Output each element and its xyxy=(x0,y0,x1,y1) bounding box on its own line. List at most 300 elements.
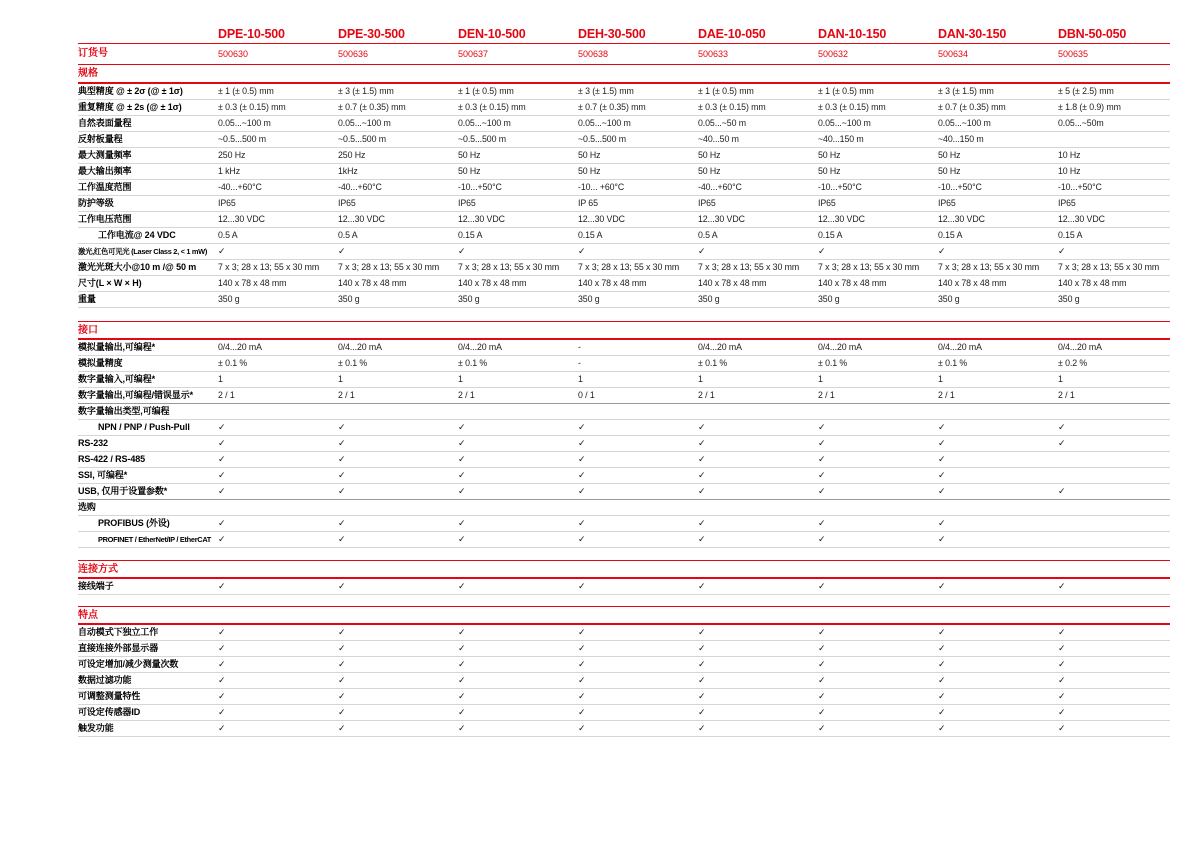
spec-row xyxy=(78,164,1170,180)
spec-section xyxy=(78,606,1170,737)
cell-value: IP65 xyxy=(938,198,956,208)
spec-row xyxy=(78,532,1170,548)
check-icon: ✓ xyxy=(338,627,346,637)
section-title: 连接方式 xyxy=(78,564,118,575)
spec-subsection-row xyxy=(78,500,1170,516)
spec-row xyxy=(78,100,1170,116)
cell-value: 10 Hz xyxy=(1058,150,1081,160)
check-icon: ✓ xyxy=(338,707,346,717)
cell-value: 0 / 1 xyxy=(578,390,595,400)
cell-value: 0.05...~50m xyxy=(1058,118,1104,128)
check-icon: ✓ xyxy=(938,659,946,669)
order-number: 500636 xyxy=(338,49,369,59)
cell-value: ± 0.3 (± 0.15) mm xyxy=(698,102,766,112)
spec-row xyxy=(78,244,1170,260)
check-icon: ✓ xyxy=(698,486,706,496)
product-name: DPE-30-500 xyxy=(338,27,405,41)
check-icon: ✓ xyxy=(338,534,346,544)
product-name: DAN-30-150 xyxy=(938,27,1007,41)
check-icon: ✓ xyxy=(458,246,466,256)
spec-row xyxy=(78,452,1170,468)
row-label: USB, 仅用于设置参数* xyxy=(78,486,168,496)
check-icon: ✓ xyxy=(818,627,826,637)
cell-value: ~40...50 m xyxy=(698,134,739,144)
cell-value: ± 0.2 % xyxy=(1058,358,1088,368)
section-header-row xyxy=(78,606,1170,625)
check-icon: ✓ xyxy=(458,454,466,464)
check-icon: ✓ xyxy=(458,691,466,701)
check-icon: ✓ xyxy=(698,534,706,544)
cell-value: 140 x 78 x 48 mm xyxy=(458,278,527,288)
cell-value: 0.15 A xyxy=(1058,230,1083,240)
cell-value: 10 Hz xyxy=(1058,166,1081,176)
check-icon: ✓ xyxy=(578,518,586,528)
check-icon: ✓ xyxy=(938,707,946,717)
spec-row xyxy=(78,196,1170,212)
row-label: 尺寸(L × W × H) xyxy=(78,278,142,288)
cell-value: ~0.5...500 m xyxy=(578,134,626,144)
cell-value: 140 x 78 x 48 mm xyxy=(578,278,647,288)
cell-value: ± 0.1 % xyxy=(338,358,368,368)
spec-row xyxy=(78,388,1170,404)
cell-value: -40...+60°C xyxy=(698,182,742,192)
check-icon: ✓ xyxy=(218,246,226,256)
row-label: 数据过滤功能 xyxy=(78,675,132,685)
spec-row xyxy=(78,132,1170,148)
cell-value: 0.15 A xyxy=(938,230,963,240)
order-number: 500634 xyxy=(938,49,969,59)
check-icon: ✓ xyxy=(218,518,226,528)
cell-value: 7 x 3; 28 x 13; 55 x 30 mm xyxy=(698,262,800,272)
row-label: 典型精度 @ ± 2σ (@ ± 1σ) xyxy=(78,86,183,96)
cell-value: 0.5 A xyxy=(338,230,358,240)
order-number-label: 订货号 xyxy=(78,48,108,59)
check-icon: ✓ xyxy=(938,534,946,544)
cell-value: 350 g xyxy=(698,294,720,304)
check-icon: ✓ xyxy=(1058,659,1066,669)
spec-row xyxy=(78,516,1170,532)
cell-value: 12...30 VDC xyxy=(818,214,865,224)
check-icon: ✓ xyxy=(938,422,946,432)
order-number: 500633 xyxy=(698,49,729,59)
cell-value: 0.05...~100 m xyxy=(818,118,871,128)
cell-value: 7 x 3; 28 x 13; 55 x 30 mm xyxy=(578,262,680,272)
check-icon: ✓ xyxy=(218,486,226,496)
spec-subsection-row xyxy=(78,404,1170,420)
check-icon: ✓ xyxy=(1058,581,1066,591)
row-label: 工作电压范围 xyxy=(78,214,132,224)
spec-row xyxy=(78,212,1170,228)
cell-value: 0/4...20 mA xyxy=(698,342,742,352)
cell-value: 1 xyxy=(338,374,343,384)
spec-row xyxy=(78,673,1170,689)
cell-value: ± 3 (± 1.5) mm xyxy=(578,86,634,96)
check-icon: ✓ xyxy=(938,454,946,464)
check-icon: ✓ xyxy=(578,659,586,669)
cell-value: ~40...150 m xyxy=(818,134,864,144)
row-label: 可设定传感器ID xyxy=(78,707,141,717)
row-label: 可设定增加/减少测量次数 xyxy=(78,659,179,669)
check-icon: ✓ xyxy=(818,675,826,685)
cell-value: 0.15 A xyxy=(818,230,843,240)
check-icon: ✓ xyxy=(458,627,466,637)
check-icon: ✓ xyxy=(578,454,586,464)
check-icon: ✓ xyxy=(1058,691,1066,701)
cell-value: 50 Hz xyxy=(938,150,961,160)
cell-value xyxy=(1058,532,1170,547)
cell-value: ± 0.7 (± 0.35) mm xyxy=(578,102,646,112)
cell-value xyxy=(1058,516,1170,531)
cell-value: 140 x 78 x 48 mm xyxy=(818,278,887,288)
check-icon: ✓ xyxy=(1058,723,1066,733)
order-number-row xyxy=(78,43,1170,65)
row-label: 工作温度范围 xyxy=(78,182,132,192)
check-icon: ✓ xyxy=(818,643,826,653)
order-number: 500637 xyxy=(458,49,489,59)
check-icon: ✓ xyxy=(818,518,826,528)
cell-value: ± 0.3 (± 0.15) mm xyxy=(458,102,526,112)
cell-value: ± 1 (± 0.5) mm xyxy=(458,86,514,96)
cell-value: ± 0.7 (± 0.35) mm xyxy=(338,102,406,112)
product-name: DEH-30-500 xyxy=(578,27,646,41)
cell-value: 0.15 A xyxy=(578,230,603,240)
row-label: 自然表面量程 xyxy=(78,118,132,128)
check-icon: ✓ xyxy=(338,438,346,448)
row-label: RS-422 / RS-485 xyxy=(78,454,146,464)
spec-row xyxy=(78,625,1170,641)
row-label: 模拟量精度 xyxy=(78,358,123,368)
cell-value xyxy=(1058,132,1170,147)
spec-row xyxy=(78,116,1170,132)
spec-row xyxy=(78,228,1170,244)
cell-value: ~0.5...500 m xyxy=(458,134,506,144)
cell-value: 12...30 VDC xyxy=(578,214,625,224)
cell-value: 12...30 VDC xyxy=(218,214,265,224)
cell-value: IP 65 xyxy=(578,198,598,208)
cell-value: 0.15 A xyxy=(458,230,483,240)
cell-value: -10...+50°C xyxy=(1058,182,1102,192)
check-icon: ✓ xyxy=(458,518,466,528)
cell-value: 12...30 VDC xyxy=(1058,214,1105,224)
check-icon: ✓ xyxy=(818,454,826,464)
check-icon: ✓ xyxy=(938,486,946,496)
cell-value: 50 Hz xyxy=(698,166,721,176)
cell-value: 1 xyxy=(458,374,463,384)
check-icon: ✓ xyxy=(578,581,586,591)
cell-value: 0.05...~100 m xyxy=(338,118,391,128)
check-icon: ✓ xyxy=(1058,643,1066,653)
check-icon: ✓ xyxy=(338,470,346,480)
cell-value: 140 x 78 x 48 mm xyxy=(698,278,767,288)
spec-row xyxy=(78,372,1170,388)
check-icon: ✓ xyxy=(458,534,466,544)
cell-value: 50 Hz xyxy=(458,150,481,160)
spec-row xyxy=(78,356,1170,372)
cell-value: 12...30 VDC xyxy=(698,214,745,224)
cell-value: 50 Hz xyxy=(578,166,601,176)
check-icon: ✓ xyxy=(338,691,346,701)
cell-value: 350 g xyxy=(578,294,600,304)
cell-value: 1 kHz xyxy=(218,166,240,176)
cell-value: 140 x 78 x 48 mm xyxy=(218,278,287,288)
spec-row xyxy=(78,340,1170,356)
check-icon: ✓ xyxy=(578,486,586,496)
cell-value: ± 3 (± 1.5) mm xyxy=(938,86,994,96)
spec-section xyxy=(78,321,1170,548)
cell-value: 1 xyxy=(1058,374,1063,384)
check-icon: ✓ xyxy=(698,581,706,591)
row-label: 可调整测量特性 xyxy=(78,691,141,701)
check-icon: ✓ xyxy=(218,707,226,717)
check-icon: ✓ xyxy=(218,723,226,733)
cell-value: 12...30 VDC xyxy=(338,214,385,224)
spec-row xyxy=(78,721,1170,737)
spec-row xyxy=(78,579,1170,595)
cell-value: 140 x 78 x 48 mm xyxy=(938,278,1007,288)
cell-value: ~0.5...500 m xyxy=(218,134,266,144)
row-label: 数字量输入,可编程* xyxy=(78,374,156,384)
check-icon: ✓ xyxy=(218,675,226,685)
cell-value: IP65 xyxy=(458,198,476,208)
cell-value: 0.05...~100 m xyxy=(218,118,271,128)
check-icon: ✓ xyxy=(218,643,226,653)
row-label: 直接连接外部显示器 xyxy=(78,643,159,653)
row-label: 数字量输出类型,可编程 xyxy=(78,406,170,416)
cell-value: 0/4...20 mA xyxy=(218,342,262,352)
check-icon: ✓ xyxy=(698,675,706,685)
check-icon: ✓ xyxy=(818,581,826,591)
cell-value: IP65 xyxy=(818,198,836,208)
cell-value: 0/4...20 mA xyxy=(818,342,862,352)
check-icon: ✓ xyxy=(458,486,466,496)
cell-value: 140 x 78 x 48 mm xyxy=(338,278,407,288)
cell-value: ~40...150 m xyxy=(938,134,984,144)
check-icon: ✓ xyxy=(938,581,946,591)
spec-row xyxy=(78,276,1170,292)
check-icon: ✓ xyxy=(578,422,586,432)
row-label: 模拟量输出,可编程* xyxy=(78,342,156,352)
check-icon: ✓ xyxy=(818,691,826,701)
cell-value: -10...+50°C xyxy=(938,182,982,192)
cell-value: 250 Hz xyxy=(338,150,366,160)
row-label: PROFINET / EtherNet/IP / EtherCAT xyxy=(98,535,212,544)
check-icon: ✓ xyxy=(698,659,706,669)
check-icon: ✓ xyxy=(338,454,346,464)
row-label: 自动模式下独立工作 xyxy=(78,627,159,637)
cell-value: 7 x 3; 28 x 13; 55 x 30 mm xyxy=(1058,262,1160,272)
section-header-row xyxy=(78,65,1170,84)
product-name: DAE-10-050 xyxy=(698,27,766,41)
cell-value: -10...+50°C xyxy=(458,182,502,192)
check-icon: ✓ xyxy=(818,438,826,448)
section-header-row xyxy=(78,560,1170,579)
check-icon: ✓ xyxy=(338,643,346,653)
check-icon: ✓ xyxy=(818,659,826,669)
check-icon: ✓ xyxy=(218,422,226,432)
check-icon: ✓ xyxy=(1058,246,1066,256)
spec-row xyxy=(78,705,1170,721)
cell-value: ± 0.1 % xyxy=(458,358,488,368)
section-title: 规格 xyxy=(78,68,98,79)
cell-value: -10...+50°C xyxy=(818,182,862,192)
row-label: 防护等级 xyxy=(78,198,114,208)
product-name: DPE-10-500 xyxy=(218,27,285,41)
section-title: 接口 xyxy=(78,325,98,336)
cell-value: 1 xyxy=(218,374,223,384)
check-icon: ✓ xyxy=(218,581,226,591)
spec-row xyxy=(78,657,1170,673)
cell-value: 2 / 1 xyxy=(938,390,955,400)
check-icon: ✓ xyxy=(818,246,826,256)
cell-value: 0/4...20 mA xyxy=(458,342,502,352)
cell-value: 2 / 1 xyxy=(338,390,355,400)
cell-value: 7 x 3; 28 x 13; 55 x 30 mm xyxy=(218,262,320,272)
row-label: NPN / PNP / Push-Pull xyxy=(98,422,190,432)
check-icon: ✓ xyxy=(578,643,586,653)
cell-value: - xyxy=(578,342,581,352)
check-icon: ✓ xyxy=(458,659,466,669)
check-icon: ✓ xyxy=(698,422,706,432)
cell-value: -40...+60°C xyxy=(218,182,262,192)
cell-value: 1 xyxy=(818,374,823,384)
row-label: 接线端子 xyxy=(78,581,114,591)
check-icon: ✓ xyxy=(218,659,226,669)
order-number: 500638 xyxy=(578,49,609,59)
cell-value: IP65 xyxy=(338,198,356,208)
cell-value: 2 / 1 xyxy=(218,390,235,400)
check-icon: ✓ xyxy=(458,470,466,480)
cell-value: 1kHz xyxy=(338,166,358,176)
cell-value: 0/4...20 mA xyxy=(938,342,982,352)
row-label: 重复精度 @ ± 2s (@ ± 1σ) xyxy=(78,102,182,112)
check-icon: ✓ xyxy=(218,627,226,637)
spec-row xyxy=(78,148,1170,164)
cell-value: 1 xyxy=(938,374,943,384)
row-label: 选购 xyxy=(78,502,96,512)
cell-value: 7 x 3; 28 x 13; 55 x 30 mm xyxy=(938,262,1040,272)
cell-value: 50 Hz xyxy=(818,166,841,176)
check-icon: ✓ xyxy=(818,470,826,480)
check-icon: ✓ xyxy=(338,518,346,528)
check-icon: ✓ xyxy=(938,438,946,448)
row-label: 反射板量程 xyxy=(78,134,123,144)
check-icon: ✓ xyxy=(458,438,466,448)
check-icon: ✓ xyxy=(698,643,706,653)
cell-value: 0.05...~100 m xyxy=(578,118,631,128)
spec-section xyxy=(78,65,1170,308)
check-icon: ✓ xyxy=(338,581,346,591)
cell-value: 350 g xyxy=(458,294,480,304)
cell-value: 12...30 VDC xyxy=(458,214,505,224)
product-header-row xyxy=(78,26,1170,43)
check-icon: ✓ xyxy=(938,723,946,733)
check-icon: ✓ xyxy=(698,707,706,717)
product-name: DBN-50-050 xyxy=(1058,27,1127,41)
check-icon: ✓ xyxy=(1058,707,1066,717)
cell-value: -10... +60°C xyxy=(578,182,625,192)
cell-value: ± 0.1 % xyxy=(938,358,968,368)
row-label: 最大测量频率 xyxy=(78,150,132,160)
cell-value: IP65 xyxy=(218,198,236,208)
check-icon: ✓ xyxy=(338,486,346,496)
order-number: 500630 xyxy=(218,49,249,59)
spec-row xyxy=(78,484,1170,500)
check-icon: ✓ xyxy=(458,723,466,733)
check-icon: ✓ xyxy=(458,675,466,685)
section-header-row xyxy=(78,321,1170,340)
cell-value: ± 1 (± 0.5) mm xyxy=(698,86,754,96)
cell-value: 2 / 1 xyxy=(698,390,715,400)
cell-value: ± 1 (± 0.5) mm xyxy=(218,86,274,96)
header-spacer xyxy=(78,26,218,43)
order-number: 500632 xyxy=(818,49,849,59)
product-name: DEN-10-500 xyxy=(458,27,526,41)
check-icon: ✓ xyxy=(218,470,226,480)
cell-value: 350 g xyxy=(218,294,240,304)
cell-value: 350 g xyxy=(1058,294,1080,304)
check-icon: ✓ xyxy=(938,518,946,528)
check-icon: ✓ xyxy=(698,723,706,733)
section-title: 特点 xyxy=(78,610,98,621)
check-icon: ✓ xyxy=(578,470,586,480)
spec-section xyxy=(78,560,1170,595)
check-icon: ✓ xyxy=(818,707,826,717)
spec-row xyxy=(78,260,1170,276)
row-label: 激光光斑大小@10 m /@ 50 m xyxy=(78,262,197,272)
order-number: 500635 xyxy=(1058,49,1089,59)
cell-value: ± 0.1 % xyxy=(218,358,248,368)
check-icon: ✓ xyxy=(578,534,586,544)
spec-row xyxy=(78,84,1170,100)
cell-value: 7 x 3; 28 x 13; 55 x 30 mm xyxy=(818,262,920,272)
check-icon: ✓ xyxy=(218,454,226,464)
check-icon: ✓ xyxy=(578,723,586,733)
check-icon: ✓ xyxy=(818,486,826,496)
cell-value: 50 Hz xyxy=(938,166,961,176)
cell-value: -40...+60°C xyxy=(338,182,382,192)
check-icon: ✓ xyxy=(218,691,226,701)
check-icon: ✓ xyxy=(938,691,946,701)
cell-value: ± 0.3 (± 0.15) mm xyxy=(218,102,286,112)
cell-value: IP65 xyxy=(1058,198,1076,208)
cell-value: 50 Hz xyxy=(578,150,601,160)
spec-row xyxy=(78,689,1170,705)
check-icon: ✓ xyxy=(458,422,466,432)
cell-value: 7 x 3; 28 x 13; 55 x 30 mm xyxy=(338,262,440,272)
cell-value: 1 xyxy=(578,374,583,384)
check-icon: ✓ xyxy=(698,627,706,637)
spec-row xyxy=(78,292,1170,308)
check-icon: ✓ xyxy=(578,246,586,256)
cell-value: 350 g xyxy=(938,294,960,304)
check-icon: ✓ xyxy=(698,691,706,701)
cell-value: - xyxy=(578,358,581,368)
cell-value: ± 3 (± 1.5) mm xyxy=(338,86,394,96)
check-icon: ✓ xyxy=(578,707,586,717)
cell-value: 12...30 VDC xyxy=(938,214,985,224)
cell-value: ± 0.7 (± 0.35) mm xyxy=(938,102,1006,112)
cell-value: 50 Hz xyxy=(698,150,721,160)
check-icon: ✓ xyxy=(698,438,706,448)
check-icon: ✓ xyxy=(938,627,946,637)
check-icon: ✓ xyxy=(698,470,706,480)
row-label: 重量 xyxy=(78,294,96,304)
spec-row xyxy=(78,420,1170,436)
check-icon: ✓ xyxy=(1058,422,1066,432)
cell-value: IP65 xyxy=(698,198,716,208)
cell-value: 350 g xyxy=(818,294,840,304)
check-icon: ✓ xyxy=(698,518,706,528)
